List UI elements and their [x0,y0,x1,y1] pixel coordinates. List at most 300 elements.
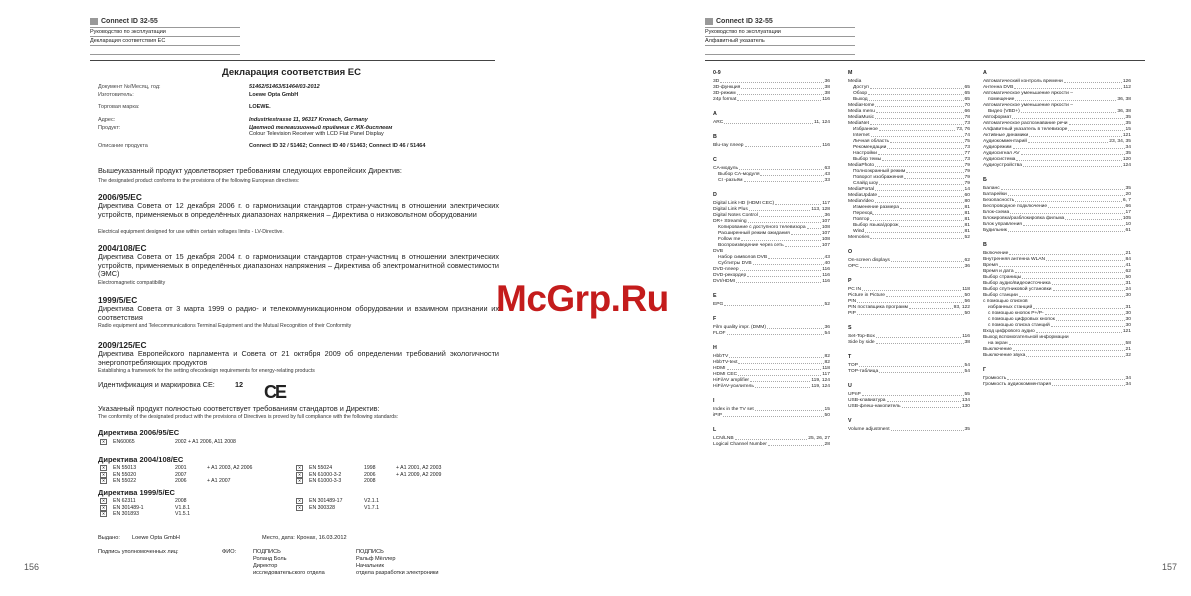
standard-icon: ✕ [101,471,106,477]
index-page: 43 [824,172,830,177]
index-page: 73, 76 [956,127,970,132]
leader-dots [862,392,964,396]
leader-dots [1068,127,1124,131]
index-term: Аудиокомментарий [983,139,1027,144]
leader-dots [1021,109,1117,113]
index-page: 56 [964,299,970,304]
leader-dots [857,299,963,303]
index-entry [713,279,830,285]
leader-dots [748,219,821,223]
leader-dots [1029,133,1122,137]
directive-en: Radio equipment and Telecommunications Terminal Equipment and the Mutual Recognition of their Conformity [98,323,352,329]
leader-dots [807,225,821,229]
index-term: Включение [983,251,1009,256]
leader-dots [887,398,961,402]
leader-dots [768,255,823,259]
index-page: 54 [824,331,830,336]
index-term: HDMI [713,366,726,371]
index-entry [713,178,830,184]
index-page: 105 [1122,216,1131,221]
header-subtitle-1: Руководство по эксплуатации [90,28,240,37]
leader-dots [870,235,963,239]
leader-dots [1021,151,1125,155]
index-term: Повтор [853,217,870,222]
index-letter: A [713,111,717,117]
place-date: Кронах, 16.03.2012 [297,535,347,541]
index-term: Беспроводное подключение [983,204,1048,209]
index-page: 11, 124 [814,120,830,125]
index-page: 50 [964,293,970,298]
leader-dots [785,243,821,247]
index-page: 34 [1125,382,1131,387]
index-term: ARC [713,120,724,125]
leader-dots [899,223,963,227]
index-term: 3D-функция [713,85,741,90]
index-term: Выход вспомогательной информации [983,335,1069,340]
index-page: 38 [824,91,830,96]
signatory-2: ПОДПИСЬ Ральф Мёллер Начальник отдела разработки электроники [356,549,439,576]
index-term: DVD-рекордер [713,273,747,278]
index-letter: Г [983,367,987,373]
index-term: MediaPhoto [848,163,875,168]
index-term: избранных станций [988,305,1033,310]
leader-dots [857,311,964,315]
index-page: 33 [824,178,830,183]
index-page: 35 [1125,115,1131,120]
index-page: 66 [964,109,970,114]
leader-dots [739,166,824,170]
leader-dots [909,305,953,309]
index-letter: O [848,249,853,255]
index-column-1 [713,70,830,448]
leader-dots [1008,228,1125,232]
index-term: PIN [848,299,857,304]
index-page: 31 [1125,305,1131,310]
leader-dots [878,151,964,155]
leader-dots [875,199,964,203]
index-letter: 0-9 [713,70,721,76]
index-term: Алфавитный указатель в телевизоре [983,127,1068,132]
leader-dots [737,91,824,95]
standard-icon: ✕ [101,478,106,484]
header-title: Connect ID 32-55 [101,18,158,25]
index-page: 25, 26, 27 [808,436,830,441]
leader-dots [875,187,963,191]
intro-ru: Вышеуказанный продукт удовлетворяет требованиям следующих европейских Директив: [98,166,402,175]
index-page: 6, 7 [1122,198,1131,203]
index-page: 79 [964,175,970,180]
index-term: Переход [853,211,873,216]
leader-dots [887,145,963,149]
leader-dots [1015,198,1122,202]
index-page: 81 [964,205,970,210]
index-page: 116 [822,273,830,278]
index-page: 116 [822,267,830,272]
index-letter: В [983,242,987,248]
index-term: Выбор аудио/видеоисточника [983,281,1051,286]
index-term: HbbTV [713,354,729,359]
index-term: Расширенный режим ожидания [718,231,790,236]
index-term: Index in the TV set [713,407,754,412]
directive-en: Electrical equipment designed for use within certain voltages limits - LV-Directive. [98,229,284,235]
index-page: 36 [964,264,970,269]
index-page: 62 [964,258,970,263]
index-page: 107 [821,231,830,236]
leader-dots [1052,281,1125,285]
leader-dots [1051,323,1125,327]
index-term: Side by side [848,340,875,345]
index-term: Выбор CA-модуля [718,172,760,177]
leader-dots [1014,85,1122,89]
index-entry [713,384,830,390]
leader-dots [738,372,821,376]
fio-label: ФИО: [222,549,237,555]
leader-dots [727,366,822,370]
index-page: 81 [964,223,970,228]
leader-dots [1001,186,1125,190]
index-entry [713,97,830,103]
leader-dots [878,193,963,197]
leader-dots [775,201,821,205]
leader-dots [738,360,823,364]
index-page: 61 [1125,228,1131,233]
index-page: 28 [824,442,830,447]
index-page: 36 [824,325,830,330]
index-term: на экран [988,341,1008,346]
leader-dots [900,205,964,209]
standards-2006: ✕ EN60065 2002 + A1 2006, A11 2008 [101,439,236,446]
standard-icon: ✕ [297,465,302,471]
index-column-2 [848,70,970,433]
index-term: Громкость [983,376,1007,381]
leader-dots [1009,251,1124,255]
leader-dots [865,229,963,233]
index-entry [713,331,830,337]
index-page: 54 [964,363,970,368]
leader-dots [1028,139,1108,143]
index-term: Logical Channel Number [713,442,767,447]
leader-dots [1016,157,1121,161]
leader-dots [1007,376,1124,380]
index-term: Аудиорежим [983,145,1012,150]
leader-dots [1053,287,1125,291]
conformity-ru: Указанный продукт полностью соответствует требованиям стандартов и Директив: [98,404,380,413]
leader-dots [906,169,963,173]
leader-dots [745,143,822,147]
index-page: 30 [1125,311,1131,316]
directive-text: Директива Совета от 15 декабря 2004 г. о гармонизации стандартов стран-участниц в отношении электрических устройств, применяемых в определённых диапазонах напряжения – Директива об электромагнитной совместимости (ЭМС) [98,252,499,279]
index-page: 126 [1122,79,1131,84]
index-page: 40 [824,261,830,266]
index-term: Аудиоустройства [983,163,1022,168]
index-page: 116 [822,279,830,284]
index-term: 3D [713,79,720,84]
index-page: 81 [964,229,970,234]
index-page: 113, 128 [811,207,830,212]
index-page: 120 [1122,157,1131,162]
leader-dots [902,404,961,408]
index-page: 80 [964,199,970,204]
index-term: PIN поставщика программ [848,305,908,310]
standards-1999-b: ✕ EN 301489-17 V2.1.1 ✕ EN 300328 V1.7.1 [297,498,379,511]
index-term: с помощью цифровых кнопок [988,317,1055,322]
leader-dots [737,97,821,101]
leader-dots [886,293,964,297]
index-term: MediaHome [848,103,875,108]
index-term: Время [983,263,998,268]
index-page: 93, 122 [953,305,970,310]
index-term: HiFi/AV-усилитель [713,384,754,389]
index-term: Выбор языка/дорож [853,223,899,228]
leader-dots [879,127,956,131]
index-page: 30 [1125,317,1131,322]
index-letter: L [713,427,717,433]
index-term: с помощью кнопок P+/P- [988,311,1044,316]
index-entry [713,413,830,419]
index-page: 121 [1122,133,1131,138]
index-page: 30 [1125,293,1131,298]
ce-mark-icon: CE [264,382,286,402]
index-term: Обзор [853,91,868,96]
intro-en: The designated product conforms to the provisions of the following European directives: [98,178,300,184]
index-page: 65 [964,85,970,90]
leader-dots [1065,216,1122,220]
header-subtitle-1: Руководство по эксплуатации [705,28,855,37]
leader-dots [744,178,824,182]
index-term: Набор символов DVB [718,255,768,260]
index-term: Доступ [853,85,869,90]
leader-dots [999,263,1125,267]
index-page: 36, 38 [1117,109,1131,114]
index-page: 117 [822,201,830,206]
leader-dots [735,436,808,440]
leader-dots [1048,204,1124,208]
index-term: Слайд шоу [853,181,879,186]
left-page-header [90,16,240,55]
leader-dots [859,363,964,367]
leader-dots [1013,347,1125,351]
index-term: Личная область [853,139,890,144]
index-page: 43 [824,255,830,260]
leader-dots [747,273,821,277]
leader-dots [1019,293,1125,297]
leader-dots [871,133,964,137]
conformity-en: The conformity of the designated product with the provisions of Directives is proved by full compliance with the following standards: [98,414,399,420]
index-page: 107 [821,219,830,224]
directive-code: 2004/108/EC [98,243,147,253]
leader-dots [720,79,823,83]
index-term: DVB [713,249,724,254]
standard-icon: ✕ [101,504,106,510]
index-term: Видео (VBD+) [988,109,1020,114]
index-page: 21 [1125,251,1131,256]
leader-dots [870,217,963,221]
leader-dots [1023,222,1125,226]
directive-text: Директива Совета от 12 декабря 2006 г. о гармонизации стандартов стран-участниц в отношении электрических устройств, применяемых в определённых диапазонах напряжения – Директива о низковольтном оборудовании [98,201,499,219]
header-subtitle-2: Декларация соответствия ЕС [90,37,240,46]
index-letter: T [848,354,852,360]
index-term: Digital Link Plus [713,207,748,212]
leader-dots [879,369,963,373]
index-term: Вход цифрового аудио [983,329,1035,334]
leader-dots [875,163,963,167]
index-entry [983,228,1131,234]
index-page: 34 [1125,376,1131,381]
leader-dots [741,85,823,89]
index-page: 14 [964,187,970,192]
index-term: Film quality impr. (DMM) [713,325,766,330]
index-page: 66 [1125,204,1131,209]
index-letter: B [713,134,717,140]
leader-dots [862,287,961,291]
index-term: 3D-режим [713,91,736,96]
index-page: 119, 124 [811,378,830,383]
index-term: On-screen displays [848,258,890,263]
index-page: 52 [824,302,830,307]
index-page: 73 [964,145,970,150]
index-term: Автоматическое распознавание речи [983,121,1068,126]
standard-icon: ✕ [297,504,302,510]
index-term: Follow me [718,237,741,242]
leader-dots [750,378,810,382]
leader-dots [876,334,961,338]
index-page: 116 [822,97,830,102]
index-term: Digital Notes Control [713,213,758,218]
directive-en: Electromagnetic compatibility [98,280,166,286]
index-term: MediaPortal [848,187,875,192]
leader-dots [873,211,963,215]
index-letter: P [848,278,852,284]
index-term: Воспроизведение через сеть [718,243,784,248]
index-entry [983,382,1131,388]
index-term: Volume adjustment [848,427,890,432]
index-entry [848,264,970,270]
index-page: 52 [964,235,970,240]
index-page: 60 [964,193,970,198]
leader-dots [753,261,824,265]
index-entry [983,353,1131,359]
ce-year: 12 [235,380,244,389]
index-page: 38 [964,340,970,345]
leader-dots [904,175,963,179]
index-term: Blu-ray плеер [713,143,744,148]
index-entry [848,404,970,410]
page-number: 157 [1162,562,1178,572]
leader-dots [749,207,811,211]
leader-dots [875,115,963,119]
index-term: DR+ Streaming [713,219,747,224]
index-entry [713,143,830,149]
index-page: 78 [964,115,970,120]
index-letter: А [983,70,987,76]
index-page: 50 [824,413,830,418]
index-term: Автоформат [983,115,1012,120]
leader-dots [1033,305,1124,309]
index-term: Set-Top-Box [848,334,875,339]
leader-dots [759,213,824,217]
index-term: Копирование с доступного телевизора [718,225,806,230]
declaration-meta: Документ №/Месяц, год: 51462/51463/51464/03-2012 Изготовитель: Loewe Opta GmbH Торговая марка: LOEWE. Адрес: Industriestrasse 11, 96317 Kronach, Germany Продукт: Цветной телевизионный приёмник с ЖК-дисплеем Colour Television Receiver with LCD Flat Panel Display Описание продукта Connect ID 32 / 51462; Connect ID 40 / 51463; Connect ID 46 / 51464 [98,84,426,150]
index-term: Аудиосигнал AV [983,151,1020,156]
leader-dots [870,85,964,89]
index-page: 73 [964,121,970,126]
standard-icon: ✕ [101,465,106,471]
index-term: MediaNet [848,121,869,126]
leader-dots [860,264,964,268]
right-page-header [705,16,855,55]
header-rule [90,60,495,61]
standards-heading: Директива 2004/108/EC [98,455,184,464]
index-page: 36 [824,213,830,218]
index-entry [848,427,970,433]
index-term: DVD-плеер [713,267,739,272]
leader-dots [727,331,824,335]
leader-dots [760,172,823,176]
leader-dots [868,91,963,95]
leader-dots [1045,311,1125,315]
index-term: MediaUpdate [848,193,878,198]
leader-dots [768,442,824,446]
index-page: 30 [1125,323,1131,328]
page-number: 156 [24,562,40,572]
index-page: 15 [824,407,830,412]
index-term: HiFi/AV amplifier [713,378,750,383]
index-page: 55 [964,392,970,397]
index-term: Полноэкранный режим [853,169,906,174]
index-term: CI -разъём [718,178,743,183]
leader-dots [736,279,821,283]
standards-1999-a: ✕ EN 62311 2008 ✕ EN 301489-1 V1.8.1 ✕ EN 301893 V1.5.1 [101,498,190,518]
leader-dots [1013,145,1125,149]
index-page: 116 [962,334,970,339]
index-term: Выключение [983,347,1012,352]
directive-en: Establishing a framework for the setting ofecodesign requirements for energy-relating products [98,368,315,374]
index-term: Блок-схема [983,210,1010,215]
index-entry [848,311,970,317]
index-term: PC IN [848,287,862,292]
standards-heading: Директива 2006/95/EC [98,428,180,437]
index-term: Будильник [983,228,1007,233]
leader-dots [875,103,963,107]
index-term: Выбор темы [853,157,882,162]
index-term: DVI/HDMI [713,279,736,284]
leader-dots [741,237,821,241]
index-entry [713,442,830,448]
leader-dots [729,354,823,358]
leader-dots [1052,382,1125,386]
leader-dots [1015,97,1116,101]
index-page: 63 [824,166,830,171]
leader-dots [1009,341,1125,345]
header-title: Connect ID 32-55 [716,18,773,25]
index-term: Media menu [848,109,875,114]
index-term: TOP [848,363,858,368]
header-square-icon [705,18,713,25]
index-page: 50 [1125,275,1131,280]
leader-dots [879,181,963,185]
index-letter: S [848,325,852,331]
leader-dots [724,120,813,124]
index-letter: F [713,316,717,322]
leader-dots [870,121,964,125]
index-term: Блок управления [983,222,1022,227]
issuer: Loewe Opta GmbH [132,535,180,541]
standard-icon: ✕ [101,439,106,445]
index-page: 82 [824,360,830,365]
index-page: 124 [1122,163,1131,168]
directive-text: Директива Европейского парламента и Совета от 21 октября 2009 об определении требований экологичности энергопотребляющих продуктов [98,349,499,367]
index-term: Выбор станции [983,293,1018,298]
